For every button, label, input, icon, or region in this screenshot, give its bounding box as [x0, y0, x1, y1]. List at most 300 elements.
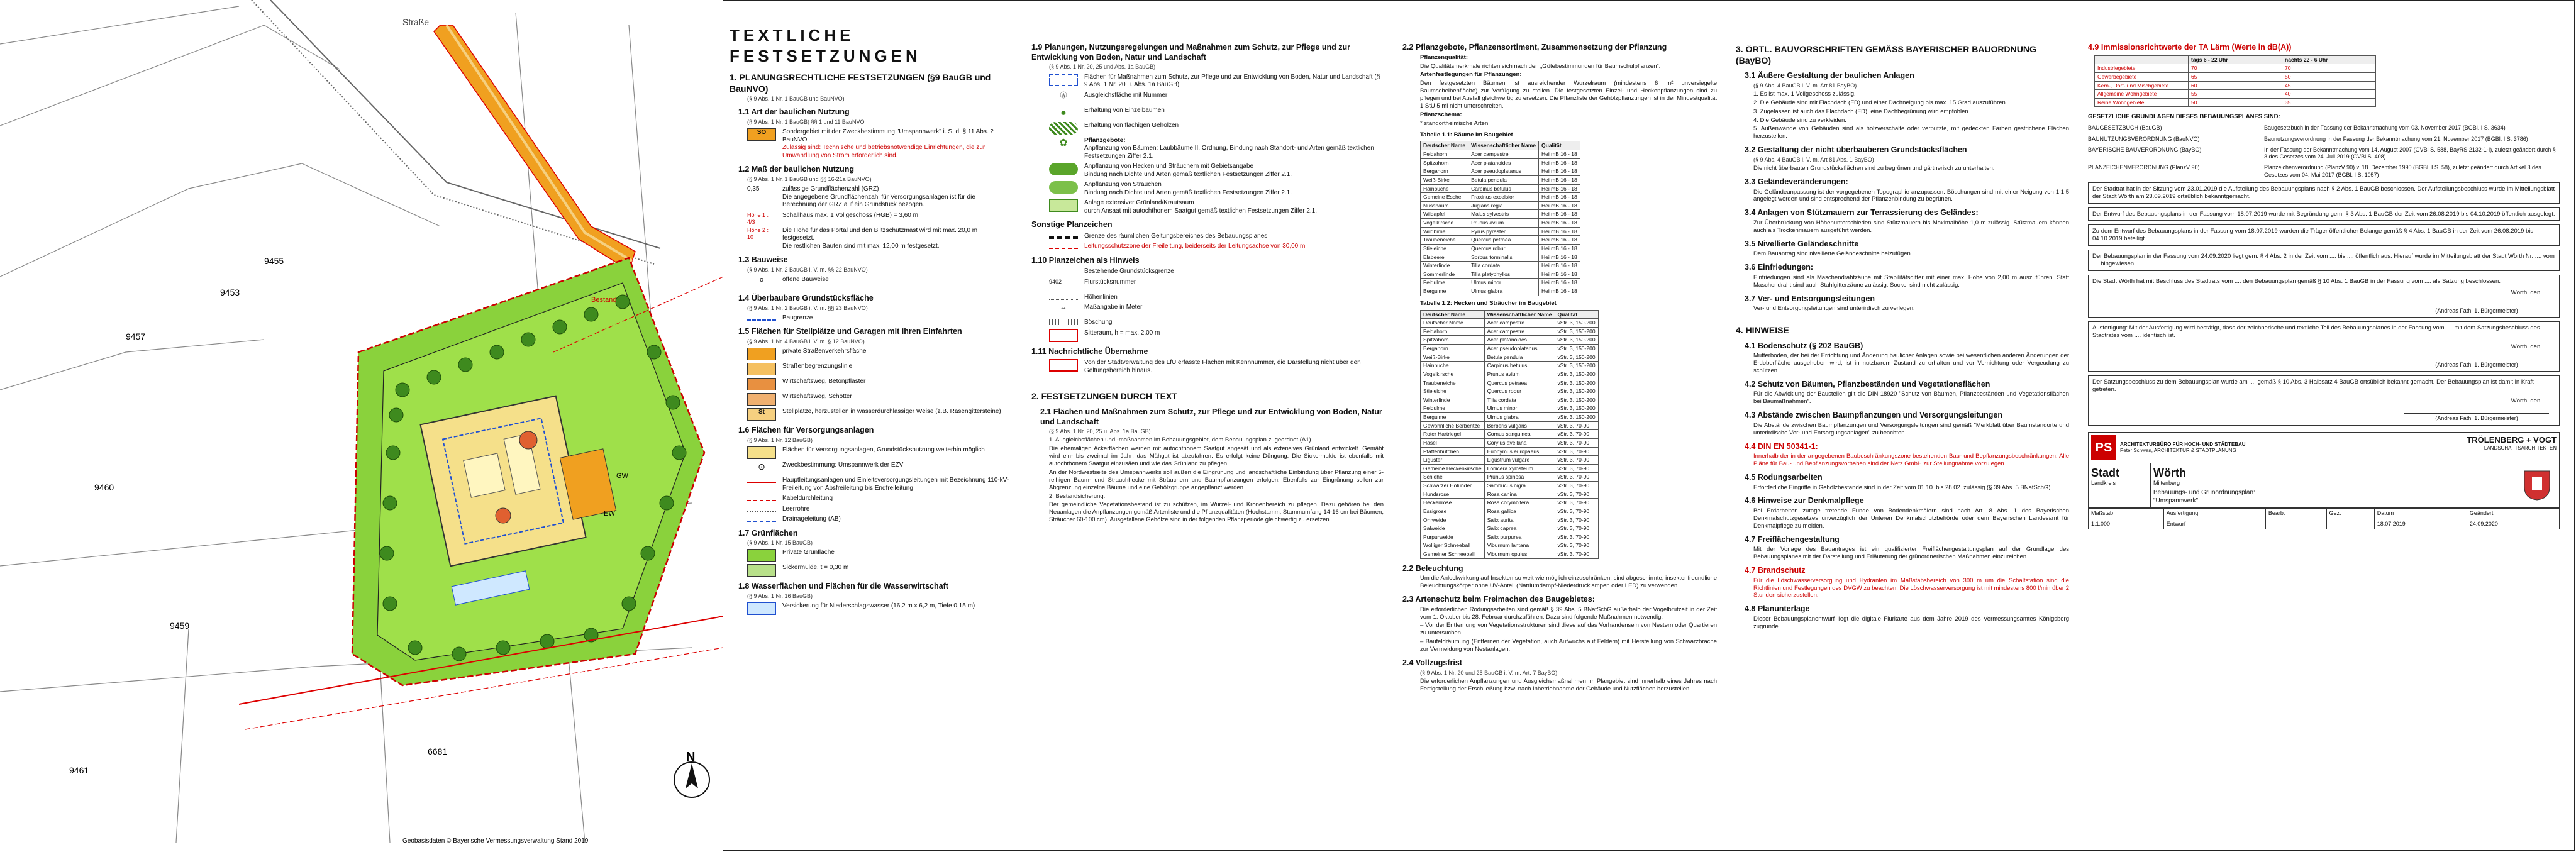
legend-symbol — [1049, 233, 1078, 239]
table-cell: vStr. 3, 70-90 — [1555, 550, 1598, 559]
law-name: PLANZEICHENVERORDNUNG (PlanzV 90) — [2088, 164, 2200, 171]
title-worth: Wörth — [2153, 466, 2186, 479]
street-label: Straße — [402, 17, 430, 27]
firm-name: LANDSCHAFTSARCHITEKTEN — [2484, 445, 2557, 451]
procedure-text: Die Stadt Wörth hat mit Beschluss des Stadtrats vom .... den Bebauungsplan gemäß § 10 Abs. 1 BauGB in der Fassung vom .... als Satzung beschlossen. — [2092, 277, 2501, 285]
table-cell: Stieleiche — [1421, 244, 1468, 253]
table-cell: 50 — [2282, 72, 2376, 81]
legend-symbol: St — [747, 408, 776, 421]
subsection-ref: (§ 9 Abs. 4 BauGB i. V. m. Art 81 Abs. 1 BayBO) — [1753, 156, 1874, 163]
list-item: 1. Es ist max. 1 Vollgeschoss zulässig. — [1753, 90, 1856, 97]
parcel-number: 9453 — [220, 287, 240, 297]
legend-symbol — [1049, 181, 1078, 194]
subsection-heading: 4.8 Planunterlage — [1745, 604, 1810, 614]
procedure-box — [2088, 275, 2560, 318]
legend-note: Zulässig sind: Technische und betriebsnotwendige Einrichtungen, die zur Umwandlung von Strom erforderlich sind. — [782, 144, 985, 159]
title-block — [2088, 432, 2560, 463]
table-cell: Hei mB 16 - 18 — [1539, 227, 1580, 236]
table-cell: Pfaffenhütchen — [1421, 447, 1485, 456]
table-cell: 45 — [2282, 81, 2376, 90]
table-cell: vStr. 3, 70-90 — [1555, 447, 1598, 456]
table-cell: vStr. 3, 70-90 — [1555, 421, 1598, 430]
list-item: 3. Zugelassen ist auch das Flachdach (FD), eine Dachbegrünung wird empfohlen. — [1753, 108, 1970, 115]
table-row — [1421, 473, 1599, 482]
table-cell: Hei mB 16 - 18 — [1539, 219, 1580, 228]
legend-text: Flurstücksnummer — [1084, 278, 1136, 285]
legal-basis-row — [2088, 136, 2560, 143]
table-cell: Feldahorn — [1421, 327, 1485, 336]
table-cell: Carpinus betulus — [1468, 184, 1539, 193]
table-header-cell: Qualität — [1539, 141, 1580, 150]
subsection-ref: (§ 9 Abs. 1 Nr. 20 und 25 BauGB i. V. m. Art. 7 BayBO) — [1420, 669, 1558, 676]
table-row — [1421, 319, 1599, 328]
table-cell: vStr. 3, 150-200 — [1555, 396, 1598, 404]
table-row — [1421, 447, 1599, 456]
label-ew: EW — [604, 510, 615, 517]
table-cell: Bergahorn — [1421, 167, 1468, 176]
paragraph: 2. Bestandsicherung: — [1049, 492, 1106, 500]
legend-text: Die restlichen Bauten sind mit max. 12,00 m festgesetzt. — [782, 242, 940, 250]
legal-basis-row — [2088, 147, 2560, 161]
procedure-box — [2088, 375, 2560, 426]
paragraph: Die nicht überbauten Grundstücksflächen sind zu begrünen und gärtnerisch zu unterhalten. — [1753, 165, 1995, 172]
legend-symbol — [747, 549, 776, 562]
table-row — [1421, 516, 1599, 524]
paragraph: Artenfestlegungen für Pflanzungen: — [1420, 71, 1522, 79]
firm-name: Peter Schwan, ARCHITEKTUR & STADTPLANUNG — [2120, 447, 2236, 453]
legend-text: durch Ansaat mit autochthonem Saatgut gemäß textlichen Festsetzungen Ziffer 2.1. — [1084, 207, 1318, 214]
table-cell: Tilia cordata — [1468, 262, 1539, 270]
table-cell: vStr. 3, 70-90 — [1555, 499, 1598, 507]
site-plan-map — [0, 0, 723, 852]
table-cell: Corylus avellana — [1484, 438, 1555, 447]
procedure-text: Ausfertigung: Mit der Ausfertigung wird bestätigt, dass der zeichnerische und textliche Teil des Bebauungsplanes in der Fassung vom .... mit dem Satzungsbeschluss des Stadtrates vom .... identisch ist. — [2092, 324, 2540, 339]
table-row — [1421, 541, 1599, 550]
legend-text: Anpflanzung von Hecken und Sträuchern mit Gebietsangabe — [1084, 163, 1254, 170]
table-row — [1421, 430, 1599, 439]
table-cell: Entwurf — [2163, 519, 2265, 529]
table-cell: Hei mB 16 - 18 — [1539, 262, 1580, 270]
paragraph: Für die Löschwasserversorgung und Hydranten im Maßstabsbereich von 300 m um die Schaltstation sind die Richtlinien und Festlegungen des DVGW zu beachten. Die Löschwasserversorgung ist mit mindestens 800 l/min über 2 Stunden sicherzustellen. — [1753, 577, 2069, 599]
table-cell: Winterlinde — [1421, 396, 1485, 404]
paragraph: Ver- und Entsorgungsleitungen sind unterirdisch zu verlegen. — [1753, 305, 1915, 313]
table-row — [1421, 482, 1599, 490]
table-cell: vStr. 3, 70-90 — [1555, 456, 1598, 465]
table-cell: Acer pseudoplatanus — [1468, 167, 1539, 176]
paragraph: Dem Bauantrag sind nivellierte Geländeschnitte beizufügen. — [1753, 250, 1913, 258]
table-cell: Hei mB 16 - 18 — [1539, 175, 1580, 184]
table-cell: vStr. 3, 70-90 — [1555, 541, 1598, 550]
subsection-heading: 1.1 Art der baulichen Nutzung — [738, 108, 850, 117]
table-cell: Prunus spinosa — [1484, 473, 1555, 482]
table-cell: Viburnum lantana — [1484, 541, 1555, 550]
table-cell: 55 — [2189, 90, 2282, 99]
legend-symbol — [1049, 268, 1078, 274]
legend-text: Private Grünfläche — [782, 549, 835, 556]
law-text: Planzeichenverordnung (PlanzV 90) v. 18. Dezember 1990 (BGBl. I S. 58), zuletzt geändert durch Artikel 3 des Gesetzes vom 04. Mai 2017 (BGBl. I S. 1057) — [2264, 164, 2541, 178]
table-cell: Sommerlinde — [1421, 270, 1468, 279]
signature-place: Wörth, den ........ — [2511, 289, 2555, 296]
paragraph: Für die Abwicklung der Baustellen gilt die DIN 18920 "Schutz von Bäumen, Pflanzbeständen und Vegetationsflächen bei Baumaßnahmen". — [1753, 390, 2069, 406]
section-heading: 1. PLANUNGSRECHTLICHE FESTSETZUNGEN (§9 BauGB und BauNVO) — [730, 72, 991, 94]
table-cell: Schlehe — [1421, 473, 1485, 482]
subsection-heading: 3.6 Einfriedungen: — [1745, 263, 1814, 272]
table-cell: Wildbirne — [1421, 227, 1468, 236]
paragraph: Die erforderlichen Rodungsarbeiten sind gemäß § 39 Abs. 5 BNatSchG außerhalb der Vogelbrutzeit in der Zeit vom 1. Oktober bis 28. Februar durchzuführen. Dazu sind folgende Maßnahmen notwendig: — [1420, 606, 1717, 621]
table-row — [1421, 287, 1580, 296]
table-row — [1421, 210, 1580, 219]
legend-symbol — [747, 378, 776, 390]
table-cell: vStr. 3, 150-200 — [1555, 370, 1598, 379]
plan-name: "Umspannwerk" — [2153, 497, 2199, 504]
signature-place: Wörth, den ........ — [2511, 397, 2555, 404]
table-cell: Hei mB 16 - 18 — [1539, 287, 1580, 296]
table-cell: Bergulme — [1421, 413, 1485, 422]
table-cell: Fraxinus excelsior — [1468, 193, 1539, 202]
legend-text: Grenze des räumlichen Geltungsbereiches des Bebauungsplanes — [1084, 232, 1268, 240]
legend-text: Zweckbestimmung: Umspannwerk der EZV — [782, 462, 904, 468]
paragraph: Innerhalb der in der angegebenen Baubeschränkungszone bestehenden Bau- und Bepflanzungsbeschränkungen. Alle Pläne für Bau- und Bepflanzungsvorhaben sind der Netz GmbH zur Stellungnahme vorzulegen. — [1753, 453, 2069, 467]
table-cell: Hainbuche — [1421, 184, 1468, 193]
table-cell: Wolliger Schneeball — [1421, 541, 1485, 550]
table-cell: Hei mB 16 - 18 — [1539, 158, 1580, 167]
legend-symbol: ↔ — [1060, 304, 1067, 312]
subsection-heading: 2.3 Artenschutz beim Freimachen des Baugebietes: — [1402, 595, 1595, 604]
legend-text: Höhenlinien — [1084, 293, 1118, 301]
title-miltenberg: Miltenberg — [2153, 480, 2180, 487]
table-cell: Essigrose — [1421, 507, 1485, 516]
list-item: 4. Die Gebäude sind zu verkleiden. — [1753, 116, 1846, 124]
subsection-heading: 4.9 Immissionsrichtwerte der TA Lärm (Werte in dB(A)) — [2088, 43, 2292, 52]
table-cell: Tilia platyphyllos — [1468, 270, 1539, 279]
table-cell: 1:1.000 — [2089, 519, 2164, 529]
table-header-row — [1421, 310, 1599, 319]
subsection-heading: 4.7 Freiflächengestaltung — [1745, 534, 1840, 544]
subsection-heading: 1.10 Planzeichen als Hinweis — [1031, 255, 1140, 265]
procedure-text: Der Stadtrat hat in der Sitzung vom 23.01.2019 die Aufstellung des Bebauungsplans nach § 2 Abs. 1 BauGB beschlossen. Der Aufstellungsbeschluss wurde im Mitteilungsblatt der Stadt Wörth am 23.09.2019 ortsüblich bekanntgemacht. — [2092, 185, 2555, 200]
legend-text: Böschung — [1084, 319, 1113, 326]
table-cell: Gez. — [2326, 509, 2374, 519]
table-row — [1421, 158, 1580, 167]
subsection-heading: 1.8 Wasserflächen und Flächen für die Wasserwirtschaft — [738, 582, 948, 591]
legal-basis-title: GESETZLICHE GRUNDLAGEN DIESES BEBAUUNGSPLANES SIND: — [2088, 113, 2280, 121]
legend-symbol — [1049, 329, 1078, 342]
table-cell: Ausfertigung — [2163, 509, 2265, 519]
table-cell: Feldulme — [1421, 404, 1485, 413]
table-cell: Ulmus glabra — [1484, 413, 1555, 422]
legend-text: Bestehende Grundstücksgrenze — [1084, 268, 1174, 275]
table-cell: vStr. 3, 70-90 — [1555, 507, 1598, 516]
signature-line: (Andreas Fath, 1. Bürgermeister) — [2404, 360, 2549, 368]
legend-symbol — [1049, 74, 1078, 86]
procedure-text: Der Bebauungsplan in der Fassung vom 24.09.2020 liegt gem. § 4 Abs. 2 in der Zeit vom .... bis .... öffentlich aus. Hierauf wurde im Mitteilungsblatt der Stadt Wörth Nr. .... vom .... hingewiesen. — [2092, 253, 2555, 267]
table-cell: Salweide — [1421, 524, 1485, 533]
table-cell: Geändert — [2467, 509, 2559, 519]
table-cell: Quercus petraea — [1468, 236, 1539, 245]
parcel-number: 9457 — [126, 331, 146, 341]
subsection-ref: (§ 9 Abs. 4 BauGB i. V. m. Art 81 BayBO) — [1753, 82, 1857, 89]
table-cell: Reine Wohngebiete — [2095, 98, 2189, 107]
table-cell: Quercus petraea — [1484, 379, 1555, 387]
table-cell: vStr. 3, 150-200 — [1555, 413, 1598, 422]
legend-text: Hauptleitungsanlagen und Einleitsversorgungsleitungen mit Bezeichnung 110-kV-Freileitung von Absfreileitung bis Endfreileitung — [782, 477, 1009, 492]
subsection-heading: 2.1 Flächen und Maßnahmen zum Schutz, zur Pflege und zur Entwicklung von Boden, Natur und Landschaft — [1040, 407, 1382, 426]
table-row — [1421, 262, 1580, 270]
table-cell: Pyrus pyraster — [1468, 227, 1539, 236]
legend-symbol — [747, 506, 776, 512]
legal-basis-row — [2088, 164, 2560, 179]
subsection-heading: 1.5 Flächen für Stellplätze und Garagen mit ihren Einfahrten — [738, 327, 962, 336]
table-cell: Deutscher Name — [1421, 319, 1485, 328]
table-cell: Hei mB 16 - 18 — [1539, 270, 1580, 279]
table-cell: Quercus robur — [1468, 244, 1539, 253]
legend-symbol — [747, 393, 776, 406]
legend-text: Pflanzgebote: — [1084, 136, 1126, 144]
table-cell: Nussbaum — [1421, 201, 1468, 210]
table-cell: Acer campestre — [1468, 150, 1539, 159]
signature-place: Wörth, den ........ — [2511, 343, 2555, 350]
table-row — [1421, 193, 1580, 202]
table-cell: Vogelkirsche — [1421, 370, 1485, 379]
subsection-heading: 3.5 Nivellierte Geländeschnitte — [1745, 239, 1859, 248]
subsection-heading: 1.6 Flächen für Versorgungsanlagen — [738, 426, 874, 435]
geodata-credit: Geobasisdaten © Bayerische Vermessungsverwaltung Stand 2019 — [402, 838, 589, 844]
table-cell: 60 — [2189, 81, 2282, 90]
table-cell: Kern-, Dorf- und Mischgebiete — [2095, 81, 2189, 90]
table-cell: Acer platanoides — [1484, 336, 1555, 345]
table-row — [1421, 244, 1580, 253]
table-cell: Salix aurita — [1484, 516, 1555, 524]
subsection-heading: 2.2 Beleuchtung — [1402, 563, 1463, 573]
subsection-heading: 2.2 Pflanzgebote, Pflanzensortiment, Zusammensetzung der Pflanzung — [1402, 43, 1667, 52]
section-heading: 2. FESTSETZUNGEN DURCH TEXT — [1031, 391, 1177, 402]
table-cell: Schwarzer Holunder — [1421, 482, 1485, 490]
legend-text: Die Höhe für das Portal und den Blitzschutzmast wird mit max. 20,0 m festgesetzt. — [782, 226, 978, 241]
table-row — [1421, 456, 1599, 465]
legend-symbol: 0,35 — [747, 185, 760, 192]
table-cell: vStr. 3, 70-90 — [1555, 473, 1598, 482]
table-cell: Hainbuche — [1421, 362, 1485, 370]
procedure-box — [2088, 321, 2560, 372]
subsection-heading: 1.9 Planungen, Nutzungsregelungen und Maßnahmen zum Schutz, zur Pflege und zur Entwicklung von Boden, Natur und Landschaft — [1031, 43, 1350, 62]
table-row — [1421, 370, 1599, 379]
paragraph: – Vor der Entfernung von Vegetationsstrukturen sind diese auf das Vorhandensein von Nestern oder Quartieren zu untersuchen. — [1420, 622, 1717, 637]
table-cell: Berberis vulgaris — [1484, 421, 1555, 430]
legend-text: Leitungsschutzzone der Freileitung, beiderseits der Leitungsachse von 30,00 m — [1084, 243, 1306, 250]
paragraph: Dieser Bebauungsplanentwurf liegt die digitale Flurkarte aus dem Jahre 2019 des Vermessungsamtes Königsberg zugrunde. — [1753, 615, 2069, 630]
table-row — [1421, 184, 1580, 193]
table-cell: Gemeine Esche — [1421, 193, 1468, 202]
svg-text:N: N — [686, 750, 696, 764]
table-cell: Spitzahorn — [1421, 158, 1468, 167]
legend-text: Anpflanzung von Bäumen: Laubbäume II. Ordnung, Bindung nach Standort- und Arten gemäß textlichen Festsetzungen Ziffer 2.1. — [1084, 145, 1374, 160]
legend-text: Erhaltung von Einzelbäumen — [1084, 106, 1165, 114]
table-row — [2089, 509, 2560, 519]
table-row — [1421, 379, 1599, 387]
legend-text: Straßenbegrenzungslinie — [782, 363, 853, 370]
table-row — [1421, 327, 1599, 336]
table-cell: Ulmus glabra — [1468, 287, 1539, 296]
legend-symbol — [1049, 294, 1078, 300]
legend-text: Anpflanzung von Strauchen — [1084, 181, 1162, 188]
legend-text: Bindung nach Dichte und Arten gemäß textlichen Festsetzungen Ziffer 2.1. — [1084, 170, 1292, 178]
table-cell: Allgemeine Wohngebiete — [2095, 90, 2189, 99]
legend-text: Flächen für Versorgungsanlagen, Grundstücksnutzung weiterhin möglich — [782, 446, 985, 453]
paragraph: Die erforderlichen Anpflanzungen und Ausgleichsmaßnahmen im Plangebiet sind innerhalb eines Jahres nach Fertigstellung der Erschließung bzw. nach Inbetriebnahme der Gebäude und Nutzflächen herzustellen. — [1420, 677, 1717, 692]
table-header-row — [1421, 141, 1580, 150]
legend-symbol — [747, 564, 776, 577]
table-cell: Hei mB 16 - 18 — [1539, 167, 1580, 176]
paragraph: Bei Erdarbeiten zutage tretende Funde von Bodendenkmälern sind nach Art. 8 Abs. 1 des Bayerischen Denkmalschutzgesetzes unverzüglich der Unteren Denkmalschutzbehörde oder dem Bayerischen Landesamt für Denkmalpflege zu melden. — [1753, 507, 2069, 529]
legend-text: Leerrohre — [782, 505, 810, 512]
legend-text: offene Bauweise — [782, 275, 829, 283]
parcel-number: 9461 — [69, 765, 89, 775]
table-cell: Hei mB 16 - 18 — [1539, 279, 1580, 287]
legend-column-1 — [730, 25, 1009, 617]
table-cell: 24.09.2020 — [2467, 519, 2559, 529]
subsection-heading: 3.2 Gestaltung der nicht überbauberen Grundstücksflächen — [1745, 145, 1967, 155]
procedure-column-5 — [2088, 38, 2560, 529]
table-row — [1421, 150, 1580, 159]
table-cell: Prunus avium — [1468, 219, 1539, 228]
table-row — [1421, 550, 1599, 559]
table-cell: Elsbeere — [1421, 253, 1468, 262]
table-row — [1421, 464, 1599, 473]
table-cell: vStr. 3, 70-90 — [1555, 524, 1598, 533]
subsection-ref: (§ 9 Abs. 1 Nr. 20, 25 und Abs. 1a BauGB) — [1049, 64, 1156, 70]
table-row — [1421, 201, 1580, 210]
table-row — [2095, 98, 2376, 107]
table-cell: Betula pendula — [1468, 175, 1539, 184]
legend-text: Baugrenze — [782, 314, 813, 321]
legend-text: Drainageleitung (AB) — [782, 516, 841, 523]
parcel-number: 9459 — [170, 621, 190, 631]
subsection-heading: 1.3 Bauweise — [738, 255, 788, 264]
title-block-table — [2088, 508, 2560, 529]
legend-text: Stellplätze, herzustellen in wasserdurchlässiger Weise (z.B. Rasengittersteine) — [782, 408, 1001, 416]
legend-text: Sondergebiet mit der Zweckbestimmung "Umspannwerk" i. S. d. § 11 Abs. 2 BauNVO — [782, 128, 994, 143]
subsection-heading: 3.1 Äußere Gestaltung der baulichen Anlagen — [1745, 71, 1914, 80]
firm-logo-icon: PS — [2091, 435, 2116, 460]
procedure-text: Der Satzungsbeschluss zu dem Bebauungsplan wurde am .... gemäß § 10 Abs. 3 Halbsatz 4 BauGB ortsüblich bekannt gemacht. Der Bebauungsplan ist damit in Kraft getreten. — [2092, 378, 2534, 393]
tree-icon: ✿ — [1059, 137, 1068, 148]
legend-text: Sickermulde, t = 0,30 m — [782, 564, 849, 572]
table-cell: Gemeine Heckenkirsche — [1421, 464, 1485, 473]
subsection-heading: 1.7 Grünflächen — [738, 528, 798, 538]
table-cell: Gewöhnliche Berberitze — [1421, 421, 1485, 430]
table-cell: Hei mB 16 - 18 — [1539, 236, 1580, 245]
table-cell: Winterlinde — [1421, 262, 1468, 270]
table-cell: vStr. 3, 150-200 — [1555, 319, 1598, 328]
table-cell: vStr. 3, 70-90 — [1555, 464, 1598, 473]
legend-symbol: Ⓐ — [1060, 91, 1067, 99]
table-cell: Hei mB 16 - 18 — [1539, 253, 1580, 262]
transformer-symbol — [519, 431, 537, 449]
table-cell: Traubeneiche — [1421, 379, 1485, 387]
paragraph: Pflanzenqualität: — [1420, 53, 1468, 61]
table-cell: Vogelkirsche — [1421, 219, 1468, 228]
table-row — [1421, 524, 1599, 533]
table-cell: Bergahorn — [1421, 345, 1485, 353]
table-cell: Weiß-Birke — [1421, 175, 1468, 184]
table-cell: vStr. 3, 70-90 — [1555, 490, 1598, 499]
table-cell: Datum — [2374, 509, 2467, 519]
table-cell: Rosa canina — [1484, 490, 1555, 499]
table-cell: vStr. 3, 150-200 — [1555, 404, 1598, 413]
procedure-box — [2088, 182, 2560, 204]
table-cell: Malus sylvestris — [1468, 210, 1539, 219]
legend-text: Wirtschaftsweg, Betonpflaster — [782, 378, 866, 385]
subsection-ref: (§ 9 Abs. 1 Nr. 2 BauGB i. V. m. §§ 23 BauNVO) — [747, 304, 868, 311]
table-row — [2095, 64, 2376, 73]
law-text: Baugesetzbuch in der Fassung der Bekanntmachung vom 03. November 2017 (BGBl. I S. 3634) — [2264, 124, 2506, 131]
table-row — [1421, 404, 1599, 413]
label-bestand: Bestand — [591, 296, 617, 304]
legend-text: Die angegebene Grundflächenzahl für Versorgungsanlagen ist für die Berechnung der GRZ auf ein Grundstück bezogen. — [782, 193, 975, 208]
paragraph: Mit der Vorlage des Bauantrages ist ein qualifizierter Freiflächengestaltungsplan auf der Grundlage des Bebauungsplanes mit der Darstellung und Erläuterung der grünordnerischen Maßnahmen einzureichen. — [1753, 546, 2069, 561]
table-row — [1421, 336, 1599, 345]
paragraph: Einfriedungen sind als Maschendrahtzäune mit Stabilitätsgitter mit einer max. Höhe von 2,00 m auszuführen. Statt Maschendraht sind auch Stahlgitterzäune zulässig. Sockel sind nicht zulässig. — [1753, 274, 2069, 289]
legend-column-2 — [1031, 38, 1384, 525]
legend-text: Wirtschaftsweg, Schotter — [782, 393, 852, 401]
table-cell: Hasel — [1421, 438, 1485, 447]
subsection-heading: 1.11 Nachrichtliche Übernahme — [1031, 346, 1148, 356]
table-cell: Gewerbegebiete — [2095, 72, 2189, 81]
table-cell: Hei mB 16 - 18 — [1539, 210, 1580, 219]
table-header-cell: Deutscher Name — [1421, 310, 1485, 319]
paragraph: Die ehemaligen Ackerflächen werden mit autochthonem Saatgut angesät und als extensives Grünland entwickelt. Gemäht wird ein- bis zweimal im Jahr; das Mähgut ist abzufahren. Es erfolgt keine Düngung. Die Sickermulde ist ebenfalls mit autochthonem Saatgut einzusäen und wie das Grünland zu pflegen. — [1049, 445, 1384, 467]
legend-symbol: 9402 — [1049, 278, 1062, 285]
table-header-cell: nachts 22 - 6 Uhr — [2282, 55, 2376, 64]
table-cell: Hei mB 16 - 18 — [1539, 201, 1580, 210]
section-heading: 4. HINWEISE — [1736, 325, 1789, 335]
paragraph: * standortheimische Arten — [1420, 119, 1489, 127]
table-cell: 40 — [2282, 90, 2376, 99]
table-row — [1421, 387, 1599, 396]
legend-symbol — [1049, 243, 1078, 249]
firm-name: TRÖLENBERG + VOGT — [2467, 434, 2557, 445]
subsection-ref: (§ 9 Abs. 1 Nr. 1 BauGB und §§ 16-21a BauNVO) — [747, 175, 872, 182]
table-row — [2089, 519, 2560, 529]
table-cell: Tilia cordata — [1484, 396, 1555, 404]
table-cell: Industriegebiete — [2095, 64, 2189, 73]
table-cell: vStr. 3, 150-200 — [1555, 362, 1598, 370]
table-cell: 65 — [2189, 72, 2282, 81]
table-cell: Maßstab — [2089, 509, 2164, 519]
table-cell: Ohrweide — [1421, 516, 1485, 524]
table-cell: Acer campestre — [1484, 319, 1555, 328]
legend-text: Ausgleichsfläche mit Nummer — [1084, 91, 1168, 99]
list-item: 5. Außenwände von Gebäuden sind als holzverschalte oder verputzte, mit gedeckten Farben gestrichene Flächen herzustellen. — [1753, 125, 2069, 140]
legend-text: Sitteraum, h = max. 2,00 m — [1084, 329, 1160, 336]
subsection-heading: 4.3 Abstände zwischen Baumpflanzungen und Versorgungsleitungen — [1745, 411, 2003, 420]
table-row — [2095, 81, 2376, 90]
coat-of-arms-icon — [2515, 463, 2559, 508]
plan-title: Bebauungs- und Grünordnungsplan: — [2153, 489, 2255, 497]
legend-symbol — [747, 314, 776, 321]
paragraph: Um die Anlockwirkung auf Insekten so weit wie möglich einzuschränken, sind abgeschirmte, insektenfreundliche Beleuchtungskörper ohne UV-Anteil (Natriumdampf-Niederdrucklampen oder LED) zu verwenden. — [1420, 575, 1717, 590]
table-cell: Ulmus minor — [1484, 404, 1555, 413]
procedure-box — [2088, 207, 2560, 221]
table-row — [1421, 279, 1580, 287]
legend-symbol — [1049, 359, 1078, 372]
section-ref: (§ 9 Abs. 1 Nr. 1 BauGB und BauNVO) — [747, 96, 845, 102]
subsection-ref: (§ 9 Abs. 1 Nr. 20, 25 u. Abs. 1a BauGB) — [1049, 428, 1151, 435]
title-landkreis: Landkreis — [2091, 480, 2116, 487]
legend-text: zulässige Grundflächenzahl (GRZ) — [782, 185, 879, 192]
table-cell: Hei mB 16 - 18 — [1539, 193, 1580, 202]
table-cell: Euonymus europaeus — [1484, 447, 1555, 456]
